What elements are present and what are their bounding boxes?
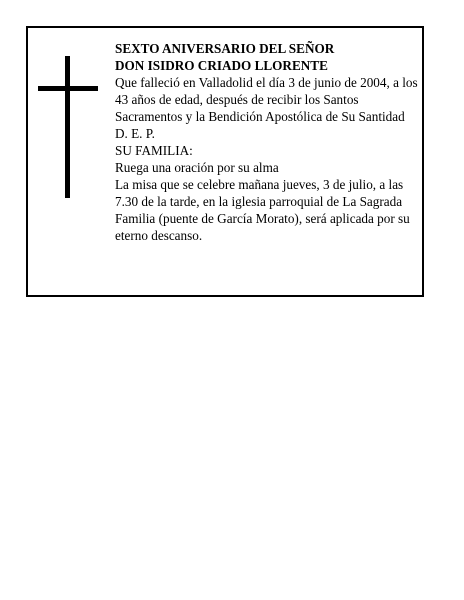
prayer-request: Ruega una oración por su alma (115, 160, 279, 175)
notice-heading-line1: SEXTO ANIVERSARIO DEL SEÑOR (115, 41, 335, 56)
family-label: SU FAMILIA: (115, 143, 193, 158)
obituary-notice (26, 26, 424, 297)
rip-text: D. E. P. (115, 126, 155, 141)
cross-icon (38, 56, 98, 198)
cross-horizontal-bar (38, 86, 98, 91)
mass-details: La misa que se celebre mañana jueves, 3 de julio, a las 7.30 de la tarde, en la iglesia parroquial de La Sagrada Familia (puente de García Morato), será aplicada por su eterno descanso. (115, 177, 410, 243)
death-details: Que falleció en Valladolid el día 3 de junio de 2004, a los 43 años de edad, después de recibir los Santos Sacramentos y la Bendición Apostólica de Su Santidad (115, 75, 418, 124)
notice-text-block (115, 40, 420, 244)
notice-heading-line2: DON ISIDRO CRIADO LLORENTE (115, 58, 328, 73)
cross-vertical-bar (65, 56, 70, 198)
